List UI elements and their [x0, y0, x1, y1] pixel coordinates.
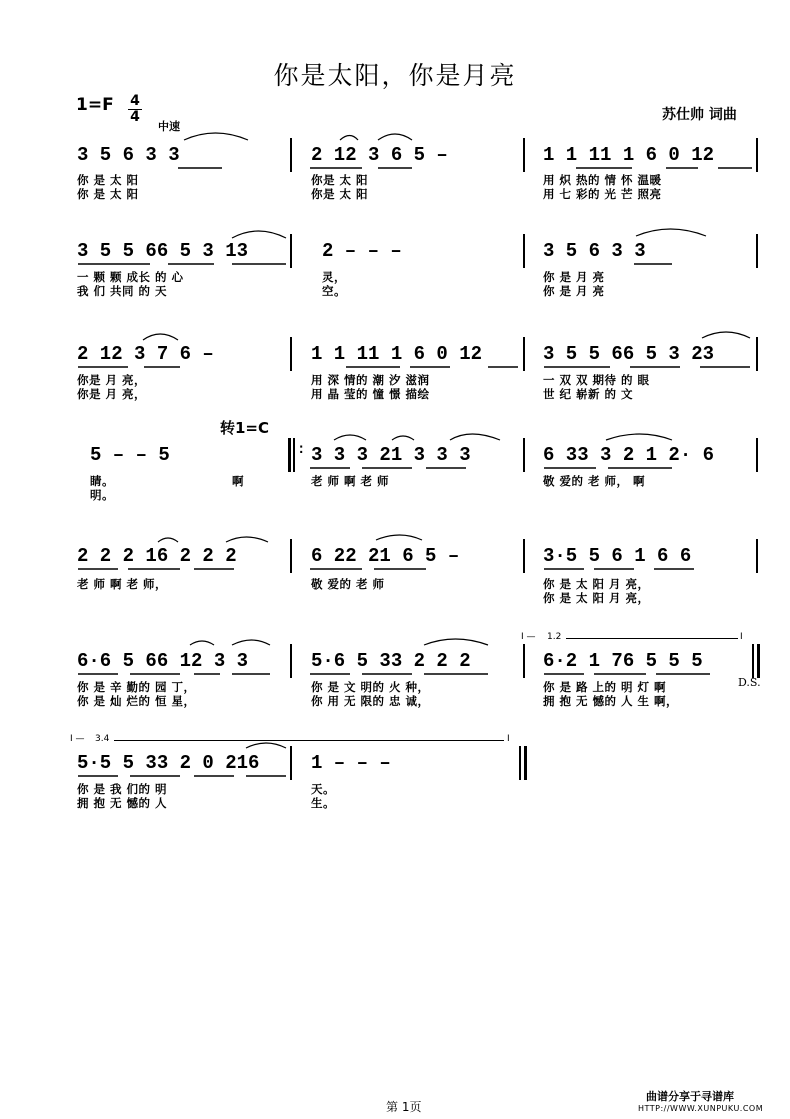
measure-3: 3 5 6 3 3 [543, 240, 646, 262]
lyric-v2: 你 是 太 阳 [77, 187, 139, 201]
lyric-v2: 生。 [311, 796, 335, 810]
slur [143, 334, 178, 340]
volta-label: 3.4 [95, 734, 110, 744]
measure-1: 2 2 2 16 2 2 2 [77, 545, 237, 567]
lyric-v2: 拥 抱 无 憾的 人 生 啊， [543, 694, 679, 708]
slur [232, 640, 270, 645]
measure-3: 3·5 5 6 1 6 6 [543, 545, 692, 567]
page-number: 第 1页 [386, 1100, 422, 1114]
slur [158, 538, 178, 542]
measure-3: 3 5 5 66 5 3 23 [543, 343, 715, 365]
measure-1: 3 5 5 66 5 3 13 [77, 240, 249, 262]
measure-1: 2 12 3 7 6 – [77, 343, 214, 365]
lyric-v2: 用 七 彩的 光 芒 照亮 [543, 187, 662, 201]
lyric-v1: 老 师 啊 老 师 [311, 474, 390, 488]
lyric-v2: 你 是 灿 烂的 恒 星， [77, 694, 196, 708]
lyric-v1: 你 是 月 亮 [543, 270, 605, 284]
measure-2: 1 1 11 1 6 0 12 [311, 343, 483, 365]
slur [232, 231, 286, 238]
repeat-dots: : [297, 442, 306, 458]
volta-end: I [740, 632, 743, 642]
slurs [143, 133, 750, 748]
lyric-v1: 用 深 情的 潮 汐 滋润 [311, 373, 430, 387]
slur [424, 639, 488, 645]
meter-bottom: 4 [130, 109, 140, 125]
measure-3: 1 1 11 1 6 0 12 [543, 144, 715, 166]
lyric-v1: 啊 [232, 474, 244, 488]
score-title: 你是太阳，你是月亮 [273, 61, 517, 90]
volta-label: 1.2 [547, 632, 562, 642]
measure-2: 2 – – – [322, 240, 402, 262]
slur [226, 537, 268, 542]
measure-1: 5·5 5 33 2 0 216 [77, 752, 260, 774]
site-brand: 曲谱分享于寻谱库 [646, 1090, 734, 1103]
tempo-marking: 中速 [158, 120, 180, 133]
slur [190, 641, 214, 645]
measure-3: 6 33 3 2 1 2· 6 [543, 444, 715, 466]
slur [246, 743, 286, 748]
volta-start: I — [70, 734, 85, 744]
lyric-v1: 一 双 双 期待 的 眼 [543, 373, 650, 387]
lyric-v1: 你 是 辛 勤的 园 丁， [77, 680, 196, 694]
measure-3: 6·2 1 76 5 5 5 [543, 650, 703, 672]
lyric-v2: 拥 抱 无 憾的 人 [77, 796, 168, 810]
lyric-v2: 世 纪 崭新 的 文 [543, 387, 634, 401]
lyric-v1: 你 是 路 上的 明 灯 啊 [543, 680, 667, 694]
measure-2: 2 12 3 6 5 – [311, 144, 448, 166]
lyric-v1: 天。 [311, 782, 335, 796]
measure-1: 5 – – 5 [90, 444, 170, 466]
lyric-v1: 敬 爱的 老 师， 啊 [543, 474, 646, 488]
lyric-v1: 敬 爱的 老 师 [311, 577, 385, 591]
key-change-marking: 转1=C [220, 419, 270, 437]
slur [636, 229, 706, 236]
lyric-v1: 灵， [322, 270, 346, 284]
measure-2: 6 22 21 6 5 – [311, 545, 460, 567]
lyric-v1: 你 是 文 明的 火 种， [311, 680, 430, 694]
lyric-v2: 你是 月 亮， [77, 387, 147, 401]
lyric-v1: 老 师 啊 老 师， [77, 577, 168, 591]
measure-1: 6·6 5 66 12 3 3 [77, 650, 249, 672]
lyric-v1: 你是 月 亮， [77, 373, 147, 387]
lyric-v2: 你 是 太 阳 月 亮， [543, 591, 650, 605]
measure-2: 1 – – – [311, 752, 391, 774]
slur [392, 436, 414, 440]
lyric-v1: 你是 太 阳 [311, 173, 369, 187]
lyric-v1: 一 颗 颗 成长 的 心 [77, 270, 184, 284]
slur [378, 134, 412, 140]
lyric-v2: 我 们 共同 的 天 [77, 284, 168, 298]
lyric-v1: 你 是 太 阳 月 亮， [543, 577, 650, 591]
lyric-v1: 用 炽 热的 情 怀 温暖 [543, 173, 662, 187]
lyric-v2: 空。 [322, 284, 346, 298]
volta-end: I [507, 734, 510, 744]
lyric-v2: 你 用 无 限的 忠 诚， [311, 694, 430, 708]
site-url: HTTP://WWW.XUNPUKU.COM [638, 1104, 764, 1113]
slur [450, 434, 500, 440]
dal-segno-mark: D.S. [738, 676, 761, 689]
slur [184, 133, 248, 140]
lyric-v2: 你是 太 阳 [311, 187, 369, 201]
slur [334, 435, 366, 440]
lyric-v2: 明。 [90, 488, 114, 502]
slur [702, 332, 750, 338]
lyric-v2: 你 是 月 亮 [543, 284, 605, 298]
slur [376, 535, 422, 540]
lyric-v1: 你 是 太 阳 [77, 173, 139, 187]
measure-2: 5·6 5 33 2 2 2 [311, 650, 471, 672]
lyric-v2: 用 晶 莹的 憧 憬 描绘 [311, 387, 430, 401]
measure-1: 3 5 6 3 3 [77, 144, 180, 166]
author-credit: 苏仕帅 词曲 [662, 107, 737, 123]
beams [78, 168, 752, 776]
slur [606, 434, 672, 440]
volta-start: I — [521, 632, 536, 642]
lyric-v1: 睛。 [90, 474, 114, 488]
slur [340, 136, 358, 141]
key-signature: 1=F [76, 95, 114, 115]
meter-top: 4 [130, 93, 140, 109]
lyric-v1: 你 是 我 们的 明 [77, 782, 168, 796]
measure-2: 3 3 3 21 3 3 3 [311, 444, 471, 466]
